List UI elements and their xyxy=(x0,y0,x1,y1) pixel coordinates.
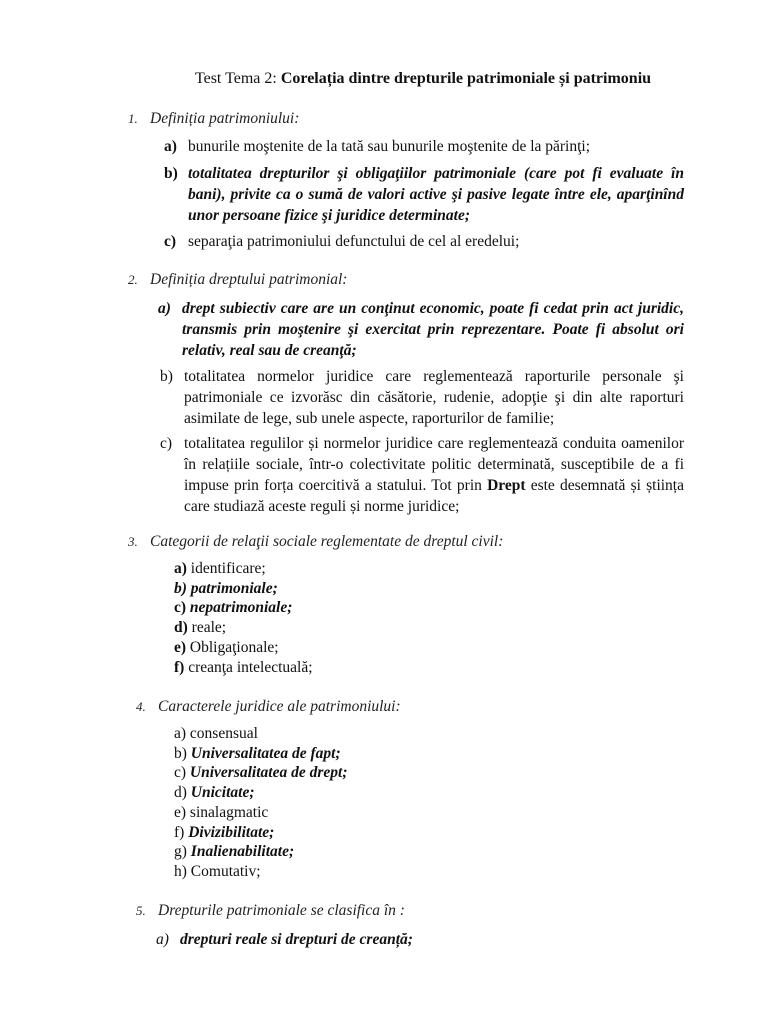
option-label: b) xyxy=(164,165,178,182)
option-text: Obligaţionale; xyxy=(186,638,279,656)
option-text: creanţa intelectuală; xyxy=(184,658,313,676)
question-2-text: Definiția dreptului patrimonial: xyxy=(150,271,348,288)
option-label: a) xyxy=(174,725,187,742)
question-1-option-a xyxy=(164,136,684,157)
option-text: separaţia patrimoniului defunctului de cel al eredelui; xyxy=(188,233,520,250)
option-text-end: este desemnată și știința care studiază aceste reguli și norme juridice; xyxy=(184,477,684,515)
option-text: Inalienabilitate; xyxy=(186,843,295,861)
option-text: Divizibilitate; xyxy=(184,823,275,841)
option-text: totalitatea normelor juridice care reglementează raporturile personale şi patrimoniale ce izvorăsc din căsătorie, rudenie, adopţie şi din alte raporturi asimilate de lege, sub unele aspecte, raporturilor de familie; xyxy=(184,368,684,427)
option-label: e) xyxy=(174,803,187,821)
question-5-option-a xyxy=(156,929,556,950)
question-3-heading xyxy=(128,533,503,551)
question-4-option-b xyxy=(174,744,347,764)
question-2-option-b xyxy=(160,366,684,429)
option-text: Universalitatea de fapt; xyxy=(186,744,341,762)
question-4-option-a xyxy=(174,724,347,744)
option-text: reale; xyxy=(187,619,227,637)
option-text: totalitatea regulilor și normelor juridice care reglementează conduita oamenilor în relațiile sociale, într-o colectivitate politic determinată, susceptibile de a fi impuse prin forța coercitivă a statului. Tot prin xyxy=(184,435,684,494)
option-text: sinalagmatic xyxy=(186,803,269,821)
question-4-options xyxy=(174,724,347,882)
question-3-text: Categorii de relaţii sociale reglementate de dreptul civil: xyxy=(150,533,504,550)
question-2-option-c xyxy=(160,433,684,517)
option-text: identificare; xyxy=(186,560,266,577)
question-3-options xyxy=(174,559,313,677)
question-4-heading xyxy=(136,698,401,716)
question-4-option-e xyxy=(174,803,347,823)
option-label: a) xyxy=(174,560,187,577)
question-5-number: 5. xyxy=(136,903,146,918)
title-bold: Corelația dintre drepturile patrimoniale și patrimoniu xyxy=(280,70,652,87)
question-4-text: Caracterele juridice ale patrimoniului: xyxy=(158,698,401,715)
question-3-option-f xyxy=(174,658,313,678)
question-1-number: 1. xyxy=(128,111,138,126)
question-1-heading xyxy=(128,110,299,128)
option-label: d) xyxy=(174,619,188,637)
question-4-option-d xyxy=(174,783,347,803)
question-2-option-a xyxy=(158,298,684,361)
question-4-number: 4. xyxy=(136,699,146,714)
question-3-option-e xyxy=(174,638,313,658)
option-text: consensual xyxy=(186,725,258,742)
question-3-option-a xyxy=(174,559,313,579)
question-4-option-g xyxy=(174,842,347,862)
page-title xyxy=(0,70,768,88)
question-5-heading xyxy=(136,902,405,920)
option-label: h) xyxy=(174,862,187,880)
question-4-option-f xyxy=(174,823,347,843)
option-label: c) xyxy=(174,599,187,617)
option-label: b) xyxy=(174,579,187,597)
option-label: b) xyxy=(174,744,187,762)
option-text-bold: Drept xyxy=(487,477,526,494)
question-3-number: 3. xyxy=(128,534,138,549)
question-3-option-d xyxy=(174,618,313,638)
question-5-text: Drepturile patrimoniale se clasifica în : xyxy=(158,902,405,919)
question-1-text: Definiția patrimoniului: xyxy=(150,110,300,127)
title-prefix: Test Tema 2: xyxy=(194,70,281,87)
option-label: e) xyxy=(174,638,187,656)
option-text: Universalitatea de drept; xyxy=(186,764,348,782)
option-text: bunurile moştenite de la tată sau bunurile moştenite de la părinţi; xyxy=(188,138,591,155)
question-1-option-b xyxy=(164,163,684,226)
question-4-option-h xyxy=(174,862,347,882)
option-text: nepatrimoniale; xyxy=(186,599,293,617)
option-text: Unicitate; xyxy=(186,784,255,802)
question-4-option-c xyxy=(174,763,347,783)
option-label: g) xyxy=(174,843,187,861)
option-label: f) xyxy=(174,823,185,841)
question-1-option-c xyxy=(164,231,684,252)
option-label: b) xyxy=(160,368,173,385)
option-label: c) xyxy=(164,233,177,250)
option-label: a) xyxy=(158,300,171,317)
option-label: f) xyxy=(174,658,185,676)
option-label: c) xyxy=(160,435,173,452)
option-label: a) xyxy=(156,931,169,948)
option-text: drept subiectiv care are un conţinut economic, poate fi cedat prin act juridic, transmis prin moştenire şi exercitat prin reprezentare. Poate fi absolut ori relativ, real sau de creanţă; xyxy=(182,300,684,359)
option-label: d) xyxy=(174,784,187,802)
option-text: Comutativ; xyxy=(186,862,261,880)
option-label: a) xyxy=(164,138,177,155)
option-text: drepturi reale si drepturi de creanță; xyxy=(180,931,413,948)
option-text: totalitatea drepturilor şi obligaţiilor patrimoniale (care pot fi evaluate în bani), privite ca o sumă de valori active şi pasive legate între ele, aparţinînd unor persoane fizice şi juridice determinate; xyxy=(188,165,684,224)
question-3-option-c xyxy=(174,598,313,618)
option-text: patrimoniale; xyxy=(186,579,278,597)
question-2-number: 2. xyxy=(128,272,138,287)
option-label: c) xyxy=(174,764,187,782)
question-2-heading xyxy=(128,271,347,289)
question-3-option-b xyxy=(174,579,313,599)
